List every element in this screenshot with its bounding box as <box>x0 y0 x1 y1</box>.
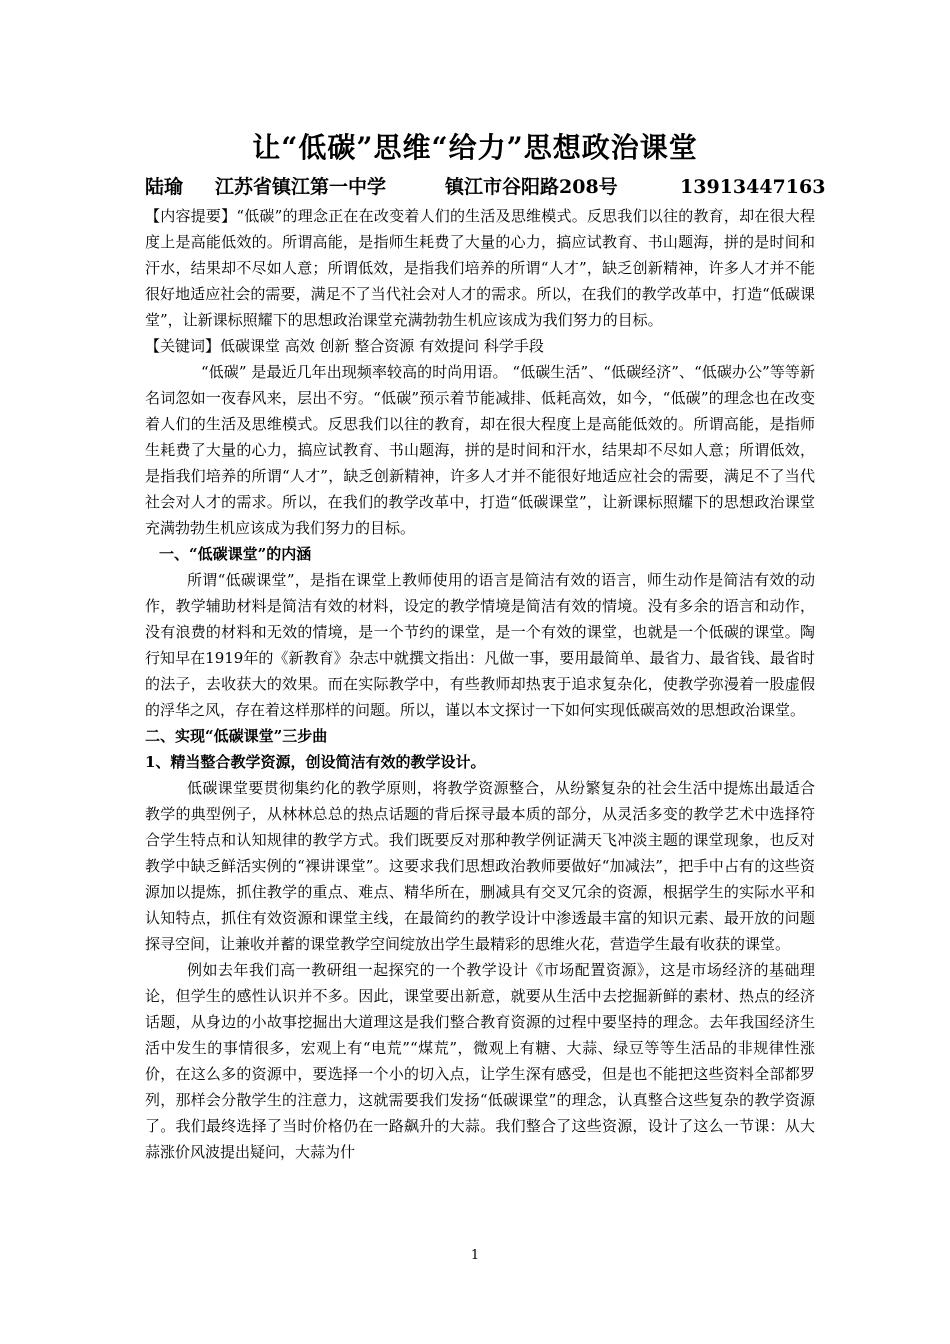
document-title: 让“低碳”思维“给力”思想政治课堂 <box>252 131 698 164</box>
author-school: 江苏省镇江第一中学 <box>215 176 387 198</box>
author-name: 陆瑜 <box>145 176 184 198</box>
section-1-heading: 一、“低碳课堂”的内涵 <box>159 545 312 563</box>
author-phone: 13913447163 <box>680 176 826 198</box>
intro-paragraph: “低碳” 是最近几年出现频率较高的时尚用语。 “低碳生活”、“低碳经济”、“低碳办公”等等新名词忽如一夜春风来，层出不穷。“低碳”预示着节能减排、低耗高效，如今，“低碳”的理念也在改变着人们的生活及思维模式。反思我们以往的教育，却在很大程度上是高能低效的。所谓高能，是指师生耗费了大量的心力，搞应试教育、书山题海，拼的是时间和汗水，结果却不尽如人意；所谓低效，是指我们培养的所谓“人才”，缺乏创新精神，许多人才并不能很好地适应社会的需要，满足不了当代社会对人才的需求。所以，在我们的教学改革中，打造“低碳课堂”，让新课标照耀下的思想政治课堂充满勃勃生机应该成为我们努力的目标。 <box>145 363 815 537</box>
keywords-paragraph: 【关键词】低碳课堂 高效 创新 整合资源 有效提问 科学手段 <box>145 337 544 355</box>
subsection-1-paragraph-2: 例如去年我们高一教研组一起探究的一个教学设计《市场配置资源》，这是市场经济的基础理论，但学生的感性认识并不多。因此，课堂要出新意，就要从生活中去挖掘新鲜的素材、热点的经济话题，从身边的小故事挖掘出大道理这是我们整合教育资源的过程中要坚持的理念。去年我国经济生活中发生的事情很多，宏观上有“电荒”“煤荒”，微观上有糖、大蒜、绿豆等等生活品的非规律性涨价，在这么多的资源中，要选择一个小的切入点，让学生深有感受，但是也不能把这些资料全部都罗列，那样会分散学生的注意力，这就需要我们发扬“低碳课堂”的理念，认真整合这些复杂的教学资源了。我们最终选择了当时价格仍在一路飙升的大蒜。我们整合了这些资源，设计了这么一节课：从大蒜涨价风波提出疑问，大蒜为什 <box>145 961 815 1161</box>
author-line <box>145 172 825 202</box>
subsection-1-heading: 1、精当整合教学资源，创设简洁有效的教学设计。 <box>145 753 486 771</box>
abstract-paragraph: 【内容提要】“低碳”的理念正在在改变着人们的生活及思维模式。反思我们以往的教育，却在很大程度上是高能低效的。所谓高能，是指师生耗费了大量的心力，搞应试教育、书山题海，拼的是时间和汗水，结果却不尽如人意；所谓低效，是指我们培养的所谓“人才”，缺乏创新精神，许多人才并不能很好地适应社会的需要，满足不了当代社会对人才的需求。所以，在我们的教学改革中，打造“低碳课堂”，让新课标照耀下的思想政治课堂充满勃勃生机应该成为我们努力的目标。 <box>145 207 815 329</box>
subsection-1-paragraph-1: 低碳课堂要贯彻集约化的教学原则，将教学资源整合，从纷繁复杂的社会生活中提炼出最适合教学的典型例子，从林林总总的热点话题的背后探寻最本质的部分，从灵活多变的教学艺术中选择符合学生特点和认知规律的教学方式。我们既要反对那种教学例证满天飞冲淡主题的课堂现象，也反对教学中缺乏鲜活实例的“裸讲课堂”。这要求我们思想政治教师要做好“加减法”，把手中占有的这些资源加以提炼，抓住教学的重点、难点、精华所在，删减具有交叉冗余的资源，根据学生的实际水平和认知特点，抓住有效资源和课堂主线，在最简约的教学设计中渗透最丰富的知识元素、最开放的问题探寻空间，让兼收并蓄的课堂教学空间绽放出学生最精彩的思维火花，营造学生最有收获的课堂。 <box>145 779 815 953</box>
author-address: 镇江市谷阳路208号 <box>445 176 618 198</box>
section-2-heading: 二、实现“低碳课堂”三步曲 <box>145 727 328 745</box>
section-1-paragraph: 所谓“低碳课堂”，是指在课堂上教师使用的语言是简洁有效的语言，师生动作是简洁有效的动作，教学辅助材料是简洁有效的材料，设定的教学情境是简洁有效的情境。没有多余的语言和动作，没有浪费的材料和无效的情境，是一个节约的课堂，是一个有效的课堂，也就是一个低碳的课堂。陶行知早在1919年的《新教育》杂志中就撰文指出：凡做一事，要用最简单、最省力、最省钱、最省时的法子，去收获大的效果。而在实际教学中，有些教师却热衷于追求复杂化，使教学弥漫着一股虚假的浮华之风，存在着这样那样的问题。所以，谨以本文探讨一下如何实现低碳高效的思想政治课堂。 <box>145 571 815 719</box>
document-body <box>145 203 815 1165</box>
page-number: 1 <box>470 1248 480 1263</box>
